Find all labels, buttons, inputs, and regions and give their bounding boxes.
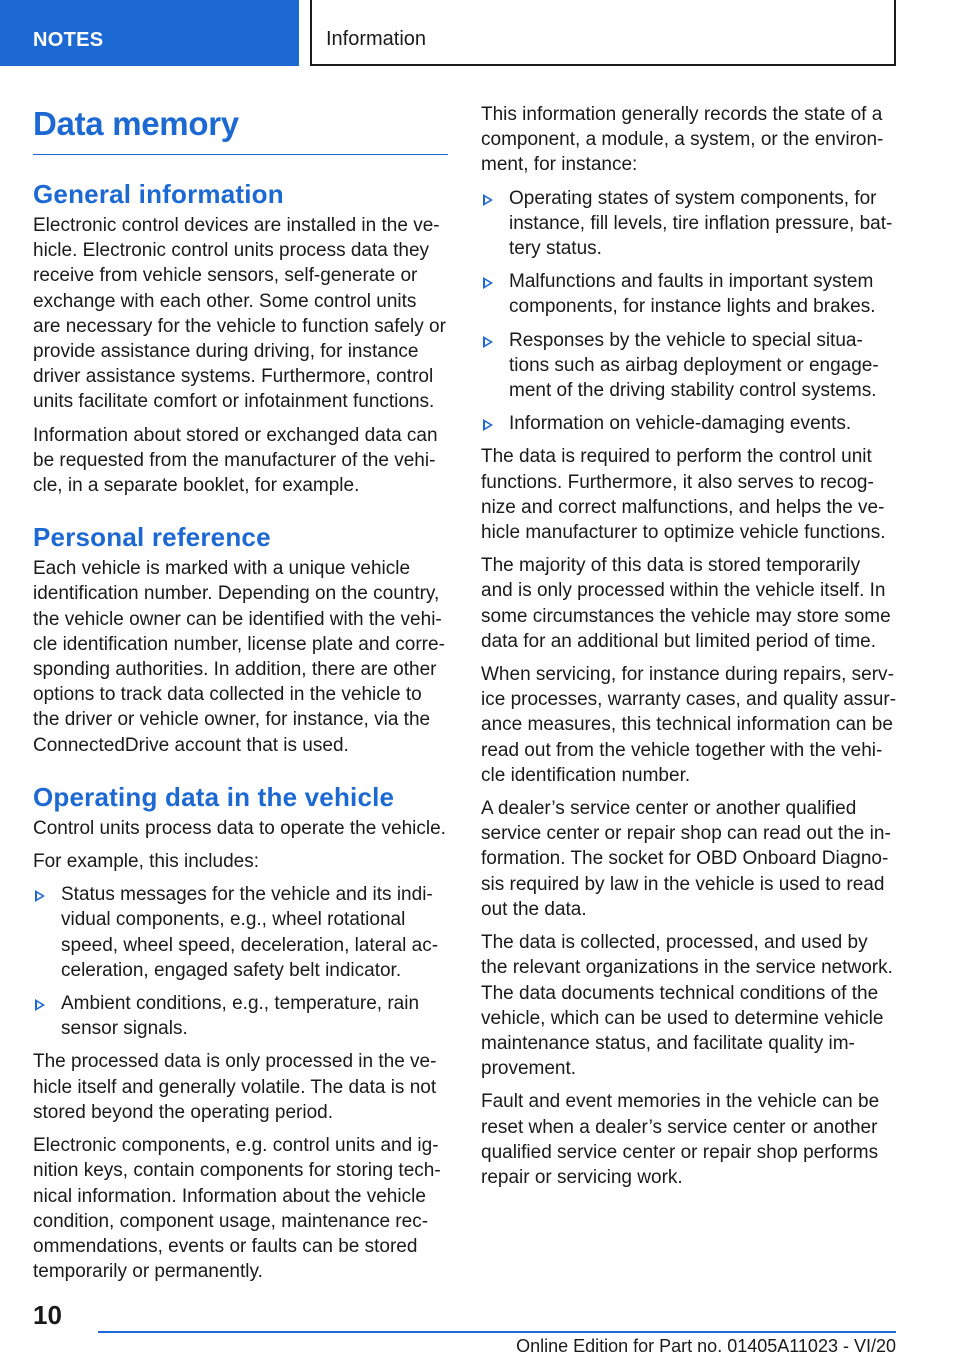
list-item-text: Status messages for the vehicle and its individual components, e.g., wheel rotational speed, wheel speed, deceleration, lateral acceleration, engaged safety belt indicator. — [61, 884, 439, 981]
general-information-paragraph: Electronic control devices are installed in the vehicle. Electronic control units process data they receive from vehicle sensors, self-generate or exchange with each other. Some control units are necessary for the vehicle to function safely or provide assistance during driving, for instance driver assistance systems. Furthermore, control units facilitate comfort or infotainment functions. — [33, 215, 446, 413]
right-paragraph: The majority of this data is stored temporarily and is only processed within the vehicle itself. In some circumstances the vehicle may store some data for an additional but limited period of time. — [481, 555, 891, 652]
page-number: 10 — [33, 1300, 62, 1330]
right-paragraph: The data is collected, processed, and used by the relevant organizations in the service network. The data documents technical conditions of the vehicle, which can be used to determine vehicle maintenance status, and facilitate quality improvement. — [481, 932, 893, 1080]
footer-edition-text: Online Edition for Part no. 01405A11023 - VI/20 — [516, 1336, 896, 1356]
page-title: Data memory — [33, 98, 448, 155]
general-information-heading: General information — [33, 179, 284, 209]
bullet-triangle-icon — [33, 885, 47, 905]
right-column — [481, 102, 896, 1190]
general-information-paragraph: Information about stored or exchanged data can be requested from the manufacturer of the vehicle, in a separate booklet, for example. — [33, 424, 438, 497]
list-item-text: Responses by the vehicle to special situations such as airbag deployment or engagement of the driving stability control systems. — [509, 329, 879, 402]
bullet-triangle-icon — [481, 414, 495, 434]
right-paragraph: Fault and event memories in the vehicle can be reset when a dealer’s service center or another qualified service center or repair shop performs repair or servicing work. — [481, 1091, 880, 1188]
bullet-triangle-icon — [481, 189, 495, 209]
operating-data-paragraph: Electronic components, e.g. control units and ignition keys, contain components for storing technical information. Information about the vehicle condition, component usage, maintenance recommendations, events or faults can be stored temporarily or permanently. — [33, 1135, 441, 1283]
personal-reference-paragraph: Each vehicle is marked with a unique vehicle identification number. Depending on the country, the vehicle owner can be identified with the vehicle identification number, license plate and corresponding authorities. In addition, there are other options to track data collected in the vehicle to the driver or vehicle owner, for instance, via the ConnectedDrive account that is used. — [33, 558, 445, 756]
left-column — [33, 98, 448, 1284]
list-item-text: Operating states of system components, for instance, fill levels, tire inflation pressure, battery status. — [509, 187, 893, 260]
operating-data-bullet-list — [33, 882, 448, 1041]
list-item — [481, 269, 896, 319]
operating-data-intro: Control units process data to operate the vehicle. — [33, 817, 446, 839]
bullet-triangle-icon — [481, 272, 495, 292]
right-paragraph: The data is required to perform the control unit functions. Furthermore, it also serves to recognize and correct malfunctions, and helps the vehicle manufacturer to optimize vehicle functions. — [481, 446, 886, 544]
operating-data-paragraph: The processed data is only processed in the vehicle itself and generally volatile. The data is not stored beyond the operating period. — [33, 1051, 437, 1123]
information-tab: Information — [310, 0, 896, 66]
list-item — [481, 328, 896, 404]
right-paragraph: A dealer’s service center or another qualified service center or repair shop can read out the information. The socket for OBD Onboard Diagnosis required by law in the vehicle is used to read out the data. — [481, 798, 891, 920]
list-item — [481, 411, 896, 436]
list-item — [33, 882, 448, 983]
state-records-intro: This information generally records the state of a component, a module, a system, or the environment, for instance: — [481, 104, 884, 176]
footer-divider — [98, 1331, 896, 1333]
list-item-text: Malfunctions and faults in important system components, for instance lights and brakes. — [509, 271, 876, 318]
personal-reference-heading: Personal reference — [33, 522, 271, 553]
right-paragraph: When servicing, for instance during repairs, service processes, warranty cases, and quality assurance measures, this technical information can be read out from the vehicle together with the vehicle identification number. — [481, 664, 897, 786]
notes-tab: NOTES — [0, 0, 299, 66]
list-item — [33, 991, 448, 1041]
list-item-text: Ambient conditions, e.g., temperature, rain sensor signals. — [61, 993, 420, 1040]
bullet-triangle-icon — [33, 994, 47, 1014]
list-item-text: Information on vehicle-damaging events. — [509, 413, 852, 435]
page-header — [0, 0, 960, 66]
operating-data-heading: Operating data in the vehicle — [33, 781, 395, 812]
list-item — [481, 186, 896, 262]
operating-data-intro: For example, this includes: — [33, 851, 259, 873]
bullet-triangle-icon — [481, 331, 495, 351]
state-records-bullet-list — [481, 186, 896, 437]
